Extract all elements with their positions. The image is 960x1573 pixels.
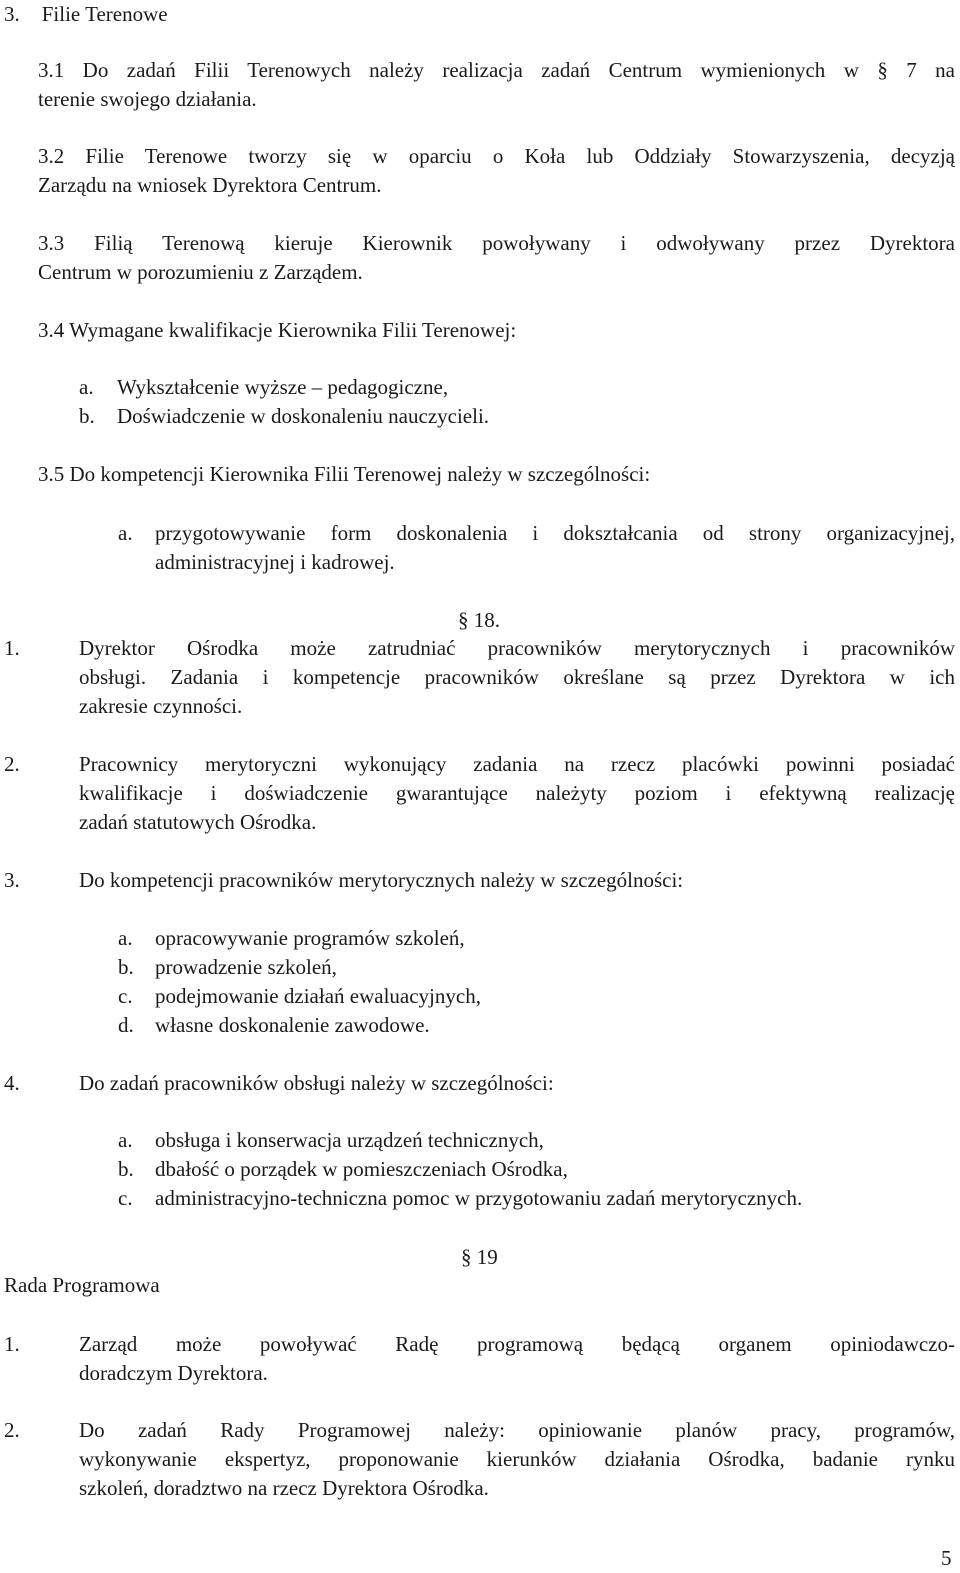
list-item-text: dbałość o porządek w pomieszczeniach Ośrodka,	[155, 1157, 568, 1181]
paragraph-19-2-line-1: Do zadań Rady Programowej należy: opiniowanie planów pracy, programów,	[79, 1418, 955, 1442]
paragraph-19-2-line-2: wykonywanie ekspertyz, proponowanie kierunków działania Ośrodka, badanie rynku	[79, 1447, 955, 1471]
section-heading-number: 3.	[4, 2, 20, 26]
list-item-label: a.	[79, 375, 94, 399]
paragraph-3-3-line-1: 3.3 Filią Terenową kieruje Kierownik powoływany i odwoływany przez Dyrektora	[38, 231, 955, 255]
paragraph-18-1-number: 1.	[4, 636, 20, 660]
list-item-text: administracyjno-techniczna pomoc w przygotowaniu zadań merytorycznych.	[155, 1186, 803, 1210]
paragraph-18-4-number: 4.	[4, 1071, 20, 1095]
paragraph-3-5: 3.5 Do kompetencji Kierownika Filii Terenowej należy w szczególności:	[38, 462, 651, 486]
paragraph-18-4-text: Do zadań pracowników obsługi należy w szczególności:	[79, 1071, 554, 1095]
paragraph-18-title: § 18.	[458, 608, 500, 632]
section-heading	[4, 0, 168, 29]
paragraph-18-1-line-1: Dyrektor Ośrodka może zatrudniać pracowników merytorycznych i pracowników	[79, 636, 955, 660]
list-item-text: podejmowanie działań ewaluacyjnych,	[155, 984, 481, 1008]
list-item-text: opracowywanie programów szkoleń,	[155, 926, 465, 950]
list-item	[118, 1011, 430, 1040]
list-item	[118, 982, 481, 1011]
list-item-text: Doświadczenie w doskonaleniu nauczycieli.	[117, 404, 490, 428]
page-number: 5	[941, 1546, 952, 1570]
list-item-label: b.	[118, 1157, 134, 1181]
list-item	[79, 402, 489, 431]
paragraph-3-2-line-2: Zarządu na wniosek Dyrektora Centrum.	[38, 173, 382, 197]
paragraph-18-2-line-1: Pracownicy merytoryczni wykonujący zadania na rzecz placówki powinni posiadać	[79, 752, 955, 776]
paragraph-3-4: 3.4 Wymagane kwalifikacje Kierownika Filii Terenowej:	[38, 318, 517, 342]
paragraph-19-1-line-1: Zarząd może powoływać Radę programową będącą organem opiniodawczo-	[79, 1332, 955, 1356]
list-item-label: d.	[118, 1013, 134, 1037]
paragraph-3-5-item-line-1: przygotowywanie form doskonalenia i dokształcania od strony organizacyjnej,	[155, 521, 955, 545]
paragraph-3-2-line-1: 3.2 Filie Terenowe tworzy się w oparciu o Koła lub Oddziały Stowarzyszenia, decyzją	[38, 144, 955, 168]
list-item	[79, 373, 448, 402]
list-item-text: prowadzenie szkoleń,	[155, 955, 337, 979]
list-item-text: własne doskonalenie zawodowe.	[155, 1013, 430, 1037]
paragraph-18-3-number: 3.	[4, 868, 20, 892]
paragraph-19-2-number: 2.	[4, 1418, 20, 1442]
list-item-text: Wykształcenie wyższe – pedagogiczne,	[117, 375, 449, 399]
paragraph-18-3-text: Do kompetencji pracowników merytorycznych należy w szczególności:	[79, 868, 684, 892]
list-item	[118, 1155, 568, 1184]
section-heading-text: Filie Terenowe	[41, 2, 168, 26]
list-item-label: c.	[118, 1186, 133, 1210]
list-item-label: a.	[118, 926, 133, 950]
list-item	[118, 924, 465, 953]
paragraph-3-1-line-1: 3.1 Do zadań Filii Terenowych należy realizacja zadań Centrum wymienionych w § 7 na	[38, 58, 955, 82]
paragraph-18-2-line-3: zadań statutowych Ośrodka.	[79, 810, 317, 834]
paragraph-19-title: § 19	[461, 1245, 498, 1269]
list-item	[118, 953, 337, 982]
paragraph-3-5-item-line-2: administracyjnej i kadrowej.	[155, 550, 395, 574]
list-item-label: a.	[118, 521, 133, 545]
paragraph-3-3-line-2: Centrum w porozumieniu z Zarządem.	[38, 260, 363, 284]
paragraph-19-1-number: 1.	[4, 1332, 20, 1356]
list-item-label: c.	[118, 984, 133, 1008]
list-item	[118, 1184, 802, 1213]
list-item	[118, 1126, 544, 1155]
list-item-label: b.	[118, 955, 134, 979]
paragraph-3-1-line-2: terenie swojego działania.	[38, 87, 257, 111]
paragraph-18-2-line-2: kwalifikacje i doświadczenie gwarantujące należyty poziom i efektywną realizację	[79, 781, 955, 805]
list-item-label: a.	[118, 1128, 133, 1152]
paragraph-18-1-line-3: zakresie czynności.	[79, 694, 243, 718]
list-item-label: b.	[79, 404, 95, 428]
list-item-text: obsługa i konserwacja urządzeń technicznych,	[155, 1128, 544, 1152]
paragraph-19-2-line-3: szkoleń, doradztwo na rzecz Dyrektora Ośrodka.	[79, 1476, 489, 1500]
paragraph-18-1-line-2: obsługi. Zadania i kompetencje pracowników określane są przez Dyrektora w ich	[79, 665, 955, 689]
paragraph-18-2-number: 2.	[4, 752, 20, 776]
paragraph-19-1-line-2: doradczym Dyrektora.	[79, 1361, 268, 1385]
paragraph-19-heading: Rada Programowa	[4, 1273, 160, 1297]
